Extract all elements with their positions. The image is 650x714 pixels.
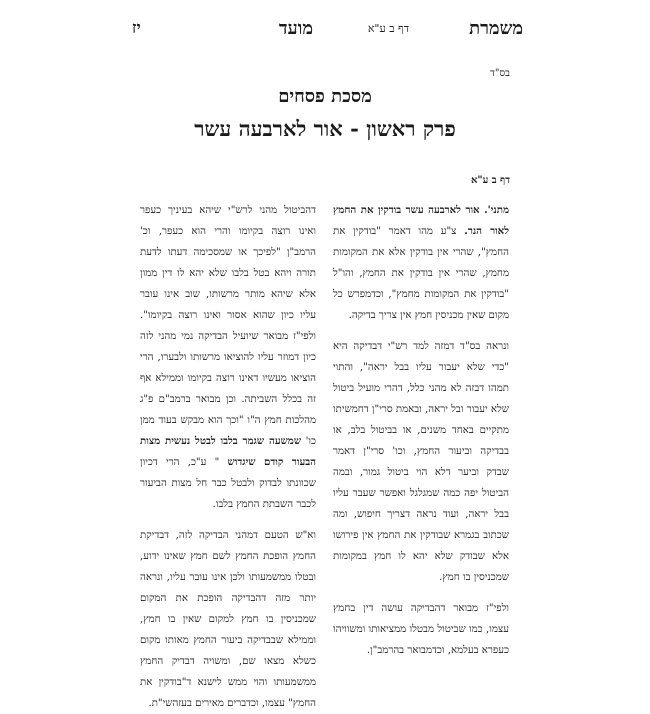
paragraph-text: צ"ע מהו דאמר "בודקין את החמץ", שהרי אין בודקין אלא את המקומות מחמץ, שהרי אין בודקין את החמץ, והו"ל "בודקין את המקומות מחמץ", וכדמפרש כל מקום שאין מכניסין חמץ אין צריך בדיקה. [333, 226, 509, 321]
paragraph [140, 525, 316, 714]
running-header-daf: דף ב ע"א [367, 22, 409, 35]
paragraph-text: דהביטול מהני לרש"י שיהא בעיניך כעפר ואינו רוצה בקיומו והרי הוא כעפר, וכ' הרמב"ן "לפיכך או שמסכימה דעתו לדעת תורה ויהא בטל בלבו שלא יהא לו דין ממון אלא שיהא מותר מרשותו, שוב אינו עובר עליו כיון שהוא אסור ואינו רוצה בקיומו". ולפי"ז מבואר שיועיל הבדיקה נמי מהני לזה כיון דמוזר עליו להוציאו מרשותו ולבערו, הרי הוציאו מעשיו דאינו רוצה בקיומו וממילא אף זה בכלל השביתה. וכן מבואר ברמב"ם פ"ג מהלכות חמץ ה"ו "וכך הוא מבקש בעוד ממן כו' [140, 205, 316, 447]
running-header-book: משמרת [469, 18, 523, 39]
paragraph-text-tail: " ע"כ, הרי דכיון שכוונתו לבדוק ולבטל כבר חל מצות הביעור לכבר השבתת החמץ בלבו. [140, 457, 316, 510]
paragraph-text: וא"ש הטעם דמהני הבדיקה לזה, דבדיקת החמץ הופכת החמץ לשם חמץ שאינו ידוע, ובטלו ממשמעותו ולכן אינו עובר עליו, ונראה יותר מזה דהבדיקה הופכת את המקום שמכניסין בו חמץ למקום שאין בו חמץ, וממילא שבבדיקה ביעור החמץ מאותו מקום כשלא מצאו שם, ומשויה דבדיק החמץ ממשמעותו והוי ממש לישנא ד"בודקין את החמץ" עצמו, וכדברים מאירים בעזהשי"ת. [140, 530, 316, 709]
mishna-lead: מתני'. אור לארבעה עשר בודקין את החמץ לאור הנר. [333, 204, 509, 237]
paragraph-text: ולפי"ז מבואר דהבדיקה עושה דין בחמץ עצמו, כמו שביטול מבטלו ממציאותו ומשוויהו כעפרא בעלמא, וכדמבואר בהרמב"ן. [333, 603, 509, 656]
section-label: דף ב ע"א [470, 175, 510, 186]
text-column-left [140, 200, 316, 709]
tractate-title: מסכת פסחים [278, 86, 372, 107]
page-number: יז [132, 18, 141, 37]
chapter-title: פרק ראשון - אור לארבעה עשר [194, 116, 456, 141]
paragraph [140, 200, 316, 515]
paragraph [333, 598, 509, 661]
bsd-mark: בס"ד [490, 68, 510, 79]
paragraph [333, 336, 509, 588]
paragraph [333, 200, 509, 326]
running-header-section: מועד [278, 18, 313, 39]
running-header [132, 18, 523, 44]
paragraph-text: ונראה בס"ד דמזה למד רש"י דבדיקה היא "כדי שלא יעבור עליו בבל יראה", והתוי תמהו דבזה לא מהני כלל, דהרי מועיל ביטול שלא יעבור ובל יראה, ובאמת סרי"ן דחמשיתו מתקיים באחד משנים, או בביטול בלב, או בבדיקה וביעור החמץ, וכו' סרי"ן דאמר שבדק וביער דלא הוי ביטול גמור, ובמה הביטול יפה כמה שמגלגל ואפשר שעבר עליו בבל יראה, ועוד נראה דצריך חיפוש, ומה שכתוב בגמרא שבודקין את החמץ אין פירושו אלא שבודק שלא יהא לו חמץ במקומות שמכניסין בו חמץ. [333, 341, 509, 583]
text-column-right [333, 200, 509, 656]
emphasized-quote: שמשעה שגמר בלבו לבטל נעשית מצות הבעור קודם שיגדוש [140, 435, 316, 468]
